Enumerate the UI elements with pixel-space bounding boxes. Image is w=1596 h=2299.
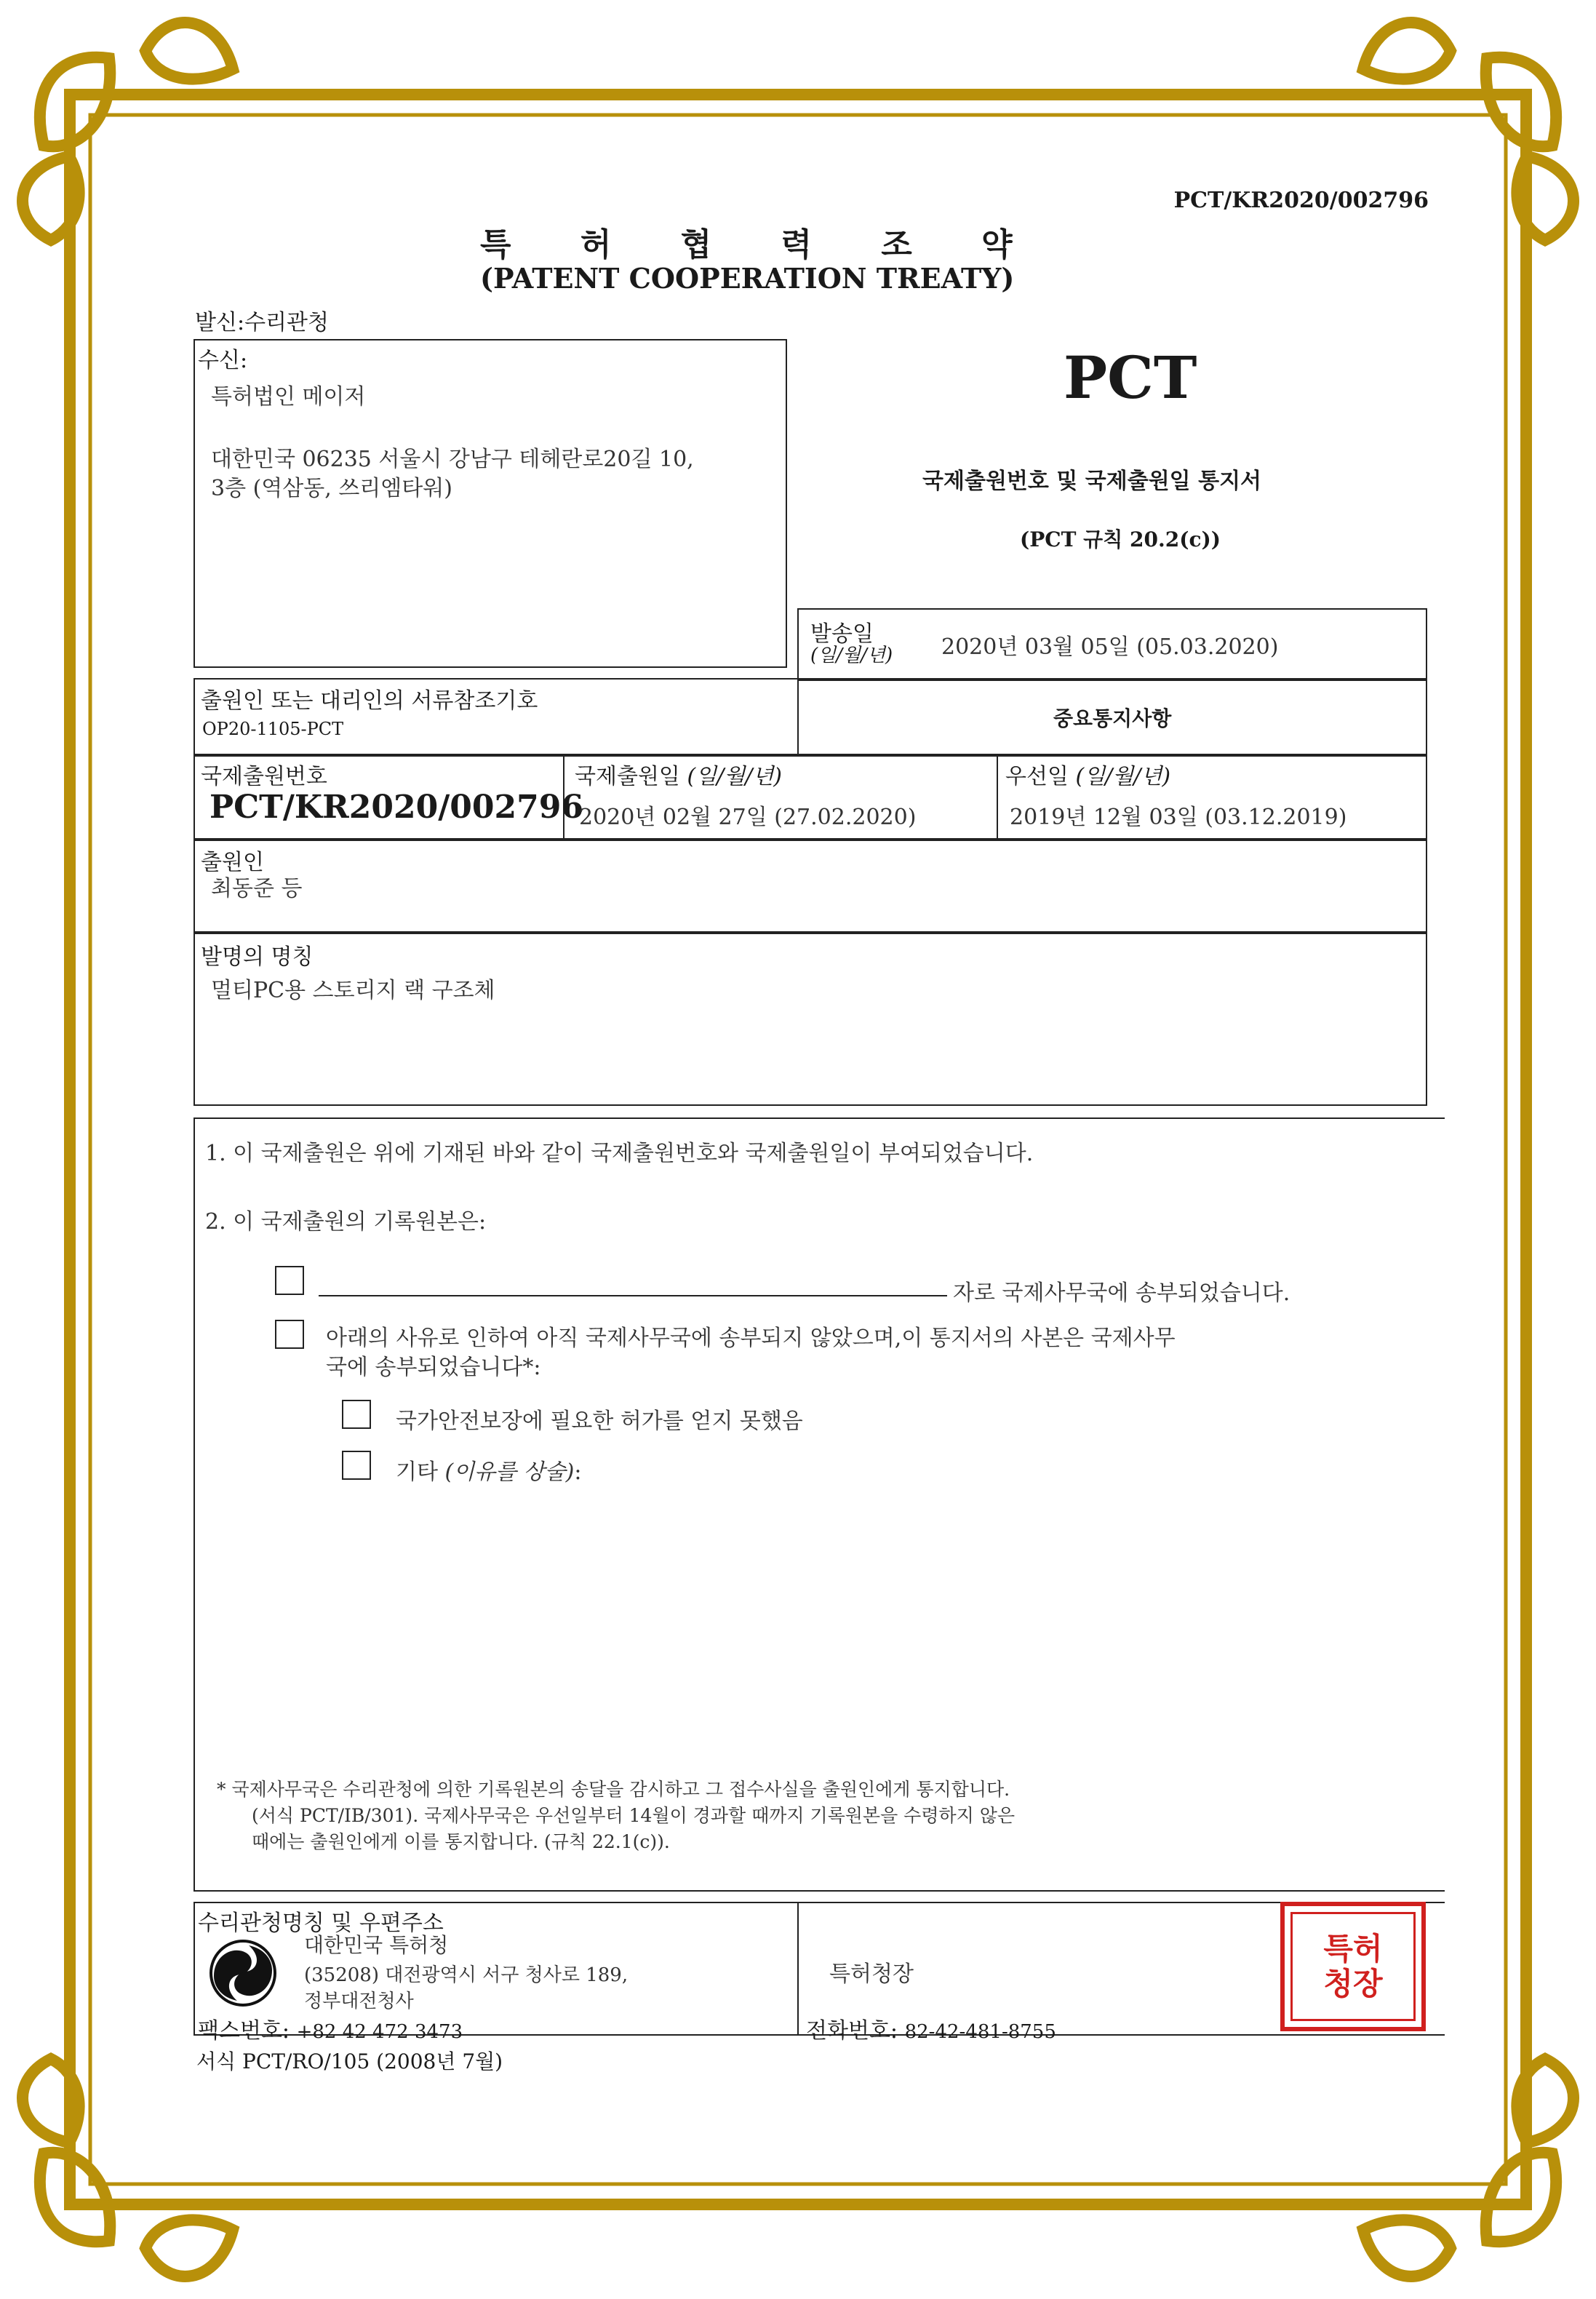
- treaty-title-english: (PATENT COOPERATION TREATY): [480, 262, 1015, 295]
- office-label: 수리관청명칭 및 우편주소: [198, 1910, 444, 1936]
- treaty-title-korean: 특 허 협 력 조 약: [480, 226, 1042, 263]
- invention-box: [193, 931, 1427, 1106]
- mailing-date-format: (일/월/년): [810, 645, 893, 666]
- corner-ornament-bottom-left: [23, 2059, 233, 2276]
- recipient-name: 특허법인 메이저: [211, 384, 366, 410]
- important-notice: 중요통지사항: [1053, 706, 1172, 730]
- body-item-1: 1. 이 국제출원은 위에 기재된 바와 같이 국제출원번호와 국제출원일이 부여되었습니다.: [205, 1141, 1034, 1166]
- kipo-emblem-icon: [208, 1938, 278, 2008]
- recipient-address-line1: 대한민국 06235 서울시 강남구 테헤란로20길 10,: [211, 447, 694, 472]
- footnote-line2: (서식 PCT/IB/301). 국제사무국은 우선일부터 14월이 경과할 때까지 기록원본을 수령하지 않은: [252, 1805, 1016, 1826]
- notice-title: 국제출원번호 및 국제출원일 통지서: [922, 469, 1262, 494]
- filing-date-label: 국제출원일 (일/월/년): [575, 764, 783, 789]
- application-number-value: PCT/KR2020/002796: [210, 789, 583, 826]
- recipient-address-line2: 3층 (역삼동, 쓰리엠타워): [211, 476, 452, 501]
- rule-reference: (PCT 규칙 20.2(c)): [1020, 527, 1221, 551]
- checkbox-security-clearance[interactable]: [342, 1400, 371, 1429]
- application-number-top: PCT/KR2020/002796: [1173, 188, 1429, 213]
- fax-line: 팩스번호: +82 42 472 3473: [198, 2018, 463, 2044]
- reference-label: 출원인 또는 대리인의 서류참조기호: [201, 688, 538, 714]
- corner-ornament-top-left: [23, 23, 233, 240]
- office-address-line1: (35208) 대전광역시 서구 청사로 189,: [304, 1964, 629, 1986]
- reference-value: OP20-1105-PCT: [202, 719, 344, 739]
- checkbox-not-transmitted[interactable]: [275, 1320, 304, 1349]
- option-transmitted-text: 자로 국제사무국에 송부되었습니다.: [953, 1280, 1290, 1306]
- mailing-date-value: 2020년 03월 05일 (05.03.2020): [941, 634, 1279, 660]
- phone-line: 전화번호: 82-42-481-8755: [806, 2018, 1056, 2044]
- mailing-date-label: 발송일: [810, 621, 874, 647]
- checkbox-transmitted[interactable]: [275, 1266, 304, 1295]
- applicant-box: [193, 838, 1427, 934]
- body-item-2: 2. 이 국제출원의 기록원본은:: [205, 1209, 487, 1235]
- invention-label: 발명의 명칭: [201, 944, 314, 970]
- filing-date-value: 2020년 02월 27일 (27.02.2020): [579, 805, 917, 830]
- sender-label: 발신:수리관청: [195, 310, 329, 335]
- priority-date-label: 우선일 (일/월/년): [1005, 764, 1171, 789]
- invention-title: 멀티PC용 스토리지 랙 구조체: [211, 978, 495, 1003]
- checkbox-other-reason[interactable]: [342, 1451, 371, 1480]
- authorized-officer: 특허청장: [829, 1961, 914, 1987]
- footnote-line3: 때에는 출원인에게 이를 통지합니다. (규칙 22.1(c)).: [252, 1831, 670, 1852]
- applicant-value: 최동준 등: [211, 876, 303, 901]
- office-address-line2: 정부대전청사: [304, 1991, 414, 2012]
- transmitted-date-blank: [319, 1295, 947, 1296]
- official-seal-stamp: [1280, 1902, 1426, 2031]
- recipient-label: 수신:: [198, 348, 248, 373]
- sub-option-other-reason: 기타 (이유를 상술):: [396, 1459, 582, 1485]
- sub-option-security-clearance: 국가안전보장에 필요한 허가를 얻지 못했음: [396, 1409, 803, 1434]
- corner-ornament-bottom-right: [1363, 2059, 1573, 2276]
- form-identifier: 서식 PCT/RO/105 (2008년 7월): [196, 2049, 503, 2073]
- option-not-transmitted-line2: 국에 송부되었습니다*:: [326, 1355, 541, 1380]
- priority-date-value: 2019년 12월 03일 (03.12.2019): [1010, 805, 1347, 830]
- option-not-transmitted-line1: 아래의 사유로 인하여 아직 국제사무국에 송부되지 않았으며,이 통지서의 사본은 국제사무: [326, 1326, 1176, 1351]
- pct-heading: PCT: [1064, 343, 1197, 412]
- office-name: 대한민국 특허청: [304, 1933, 449, 1957]
- application-number-label: 국제출원번호: [201, 764, 327, 789]
- footnote-line1: * 국제사무국은 수리관청에 의한 기록원본의 송달을 감시하고 그 접수사실을 출원인에게 통지합니다.: [217, 1779, 1010, 1800]
- seal-text: 특허청장: [1323, 1931, 1383, 2001]
- applicant-label: 출원인: [201, 850, 264, 875]
